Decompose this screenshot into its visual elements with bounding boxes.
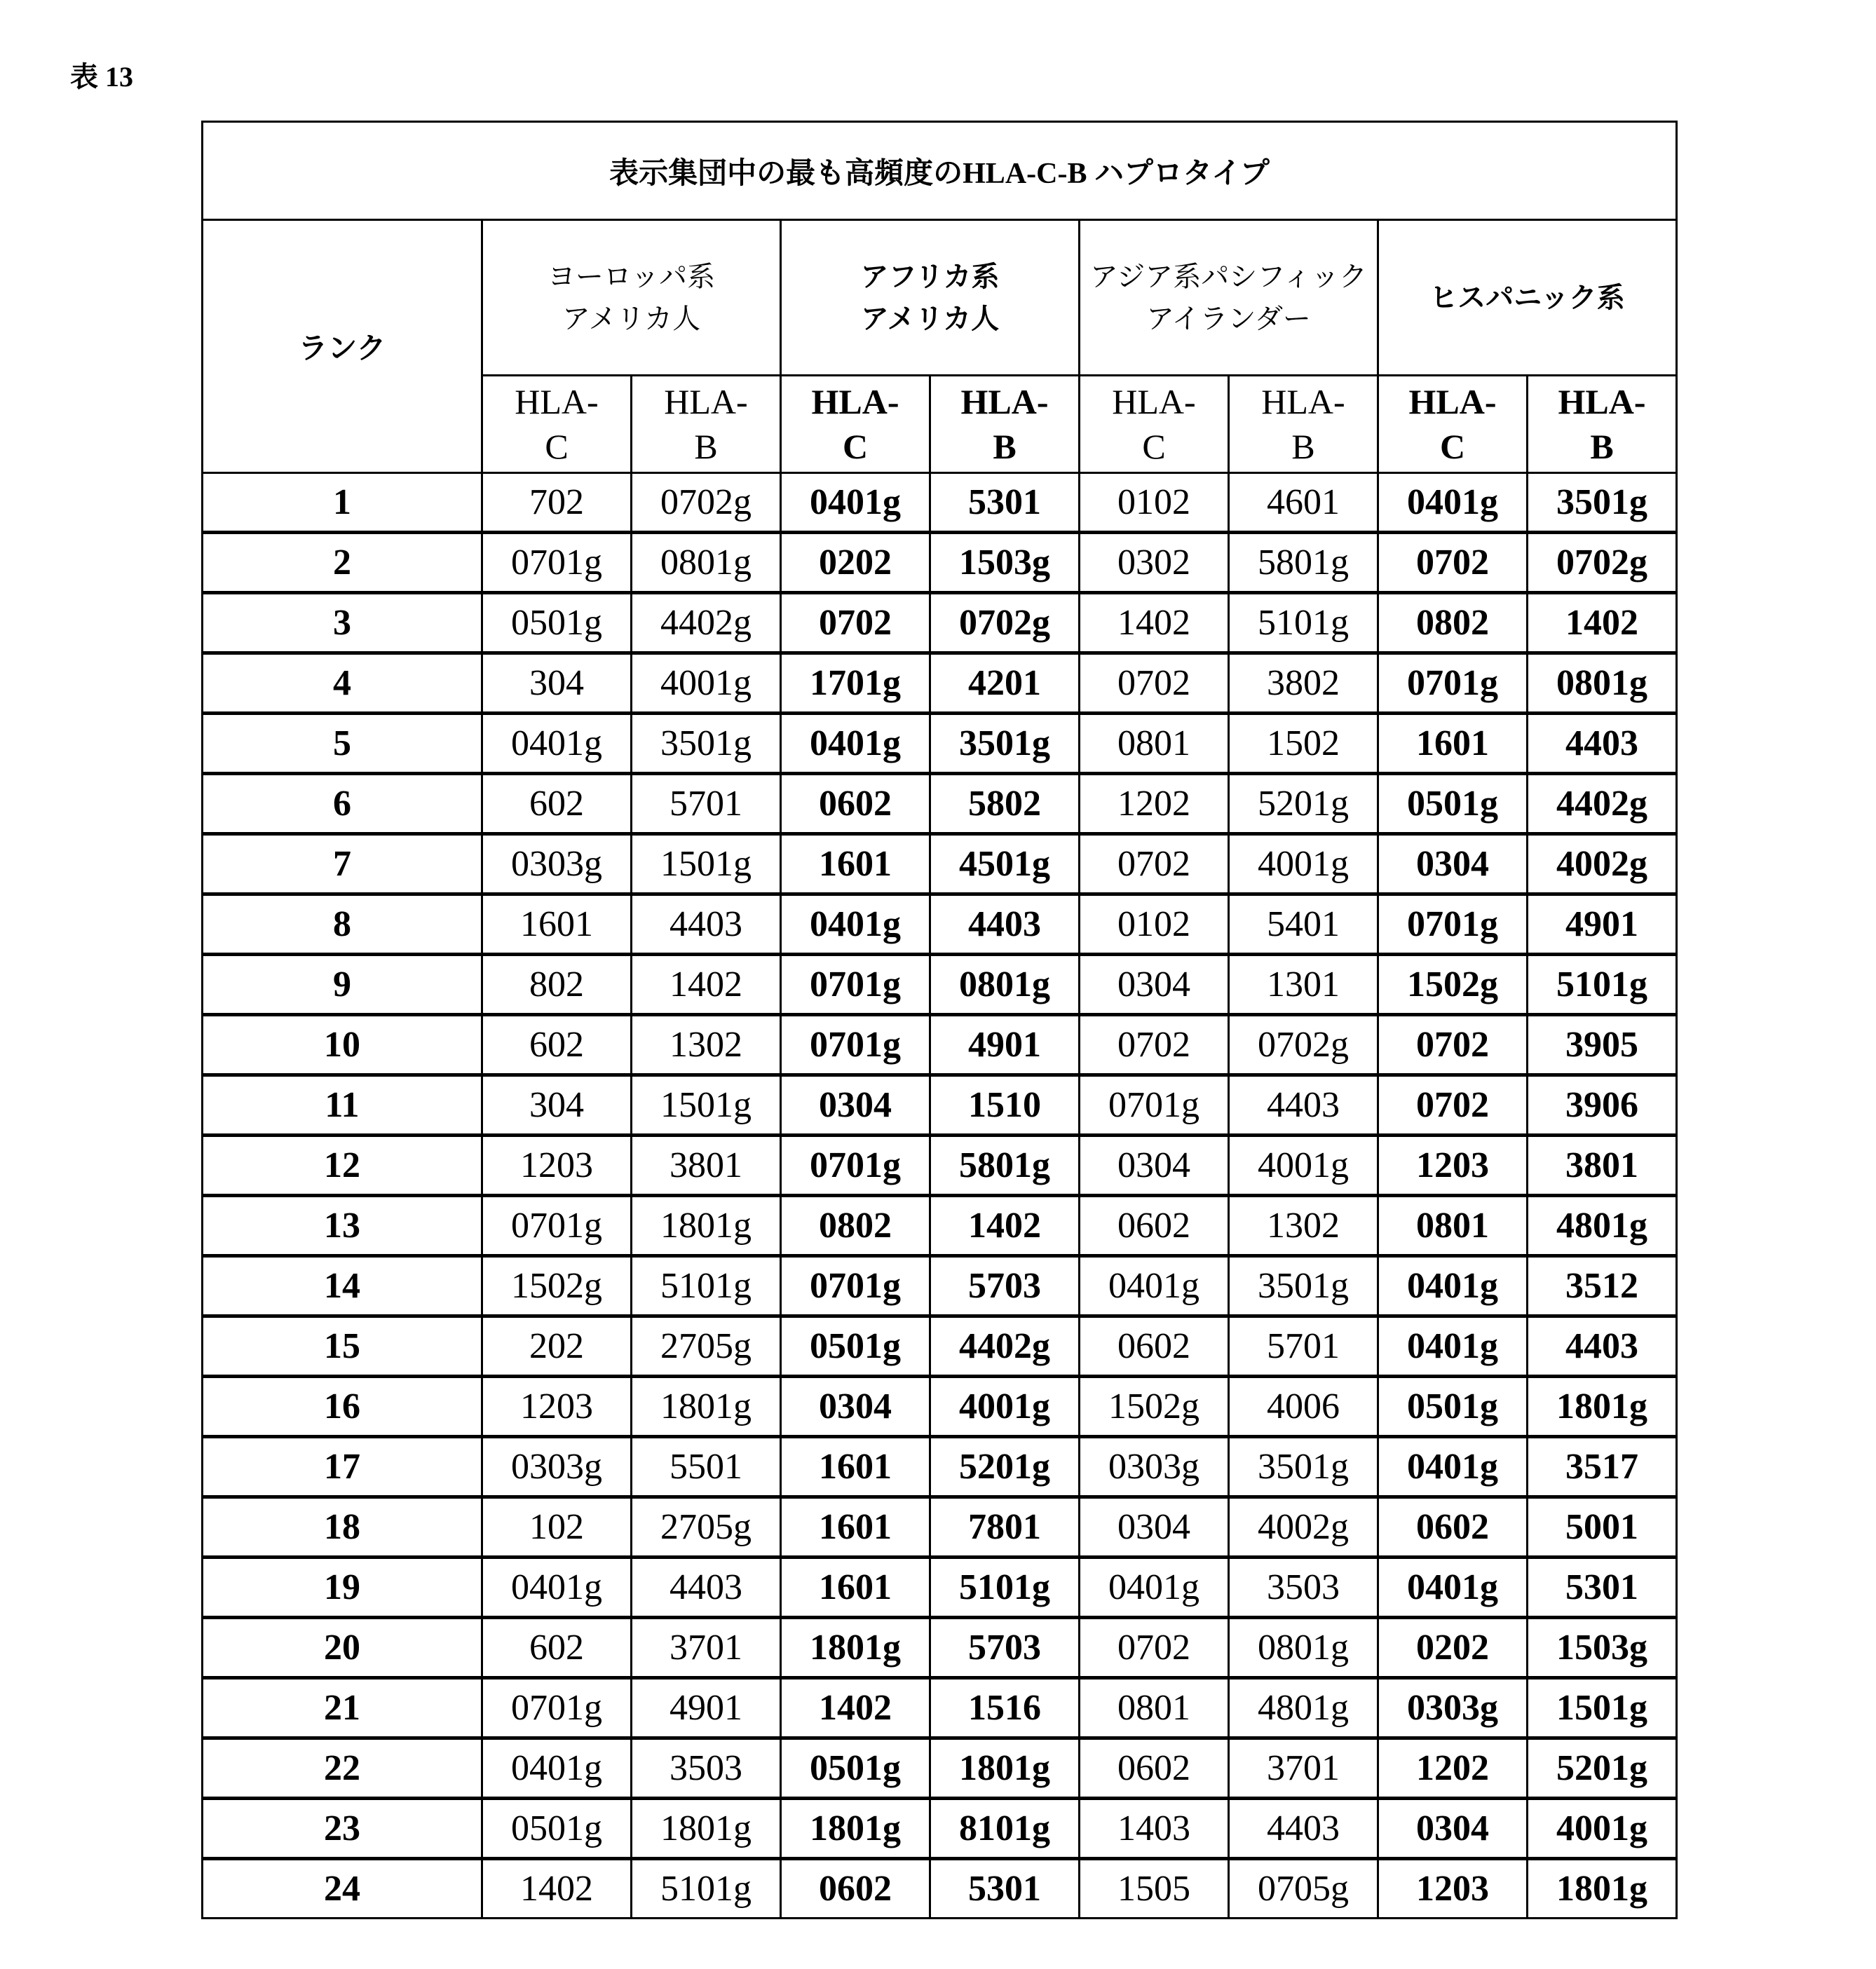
allele-cell: 0401g — [1378, 1437, 1528, 1497]
allele-cell: 1402 — [1528, 593, 1677, 653]
allele-cell: 0401g — [1378, 1256, 1528, 1316]
table-row — [203, 1256, 1677, 1316]
table-row — [203, 593, 1677, 653]
allele-cell: 5101g — [1229, 593, 1378, 653]
allele-cell: 1402 — [781, 1678, 930, 1738]
allele-cell: 0702g — [1229, 1015, 1378, 1075]
allele-cell: 602 — [482, 1015, 632, 1075]
subheader-line1: HLA- — [1261, 382, 1345, 421]
allele-cell: 1801g — [930, 1738, 1080, 1799]
allele-cell: 304 — [482, 1075, 632, 1136]
table-row — [203, 1136, 1677, 1196]
allele-cell: 0701g — [781, 955, 930, 1015]
group-line2: アメリカ人 — [562, 302, 701, 334]
table-row — [203, 1377, 1677, 1437]
table-row — [203, 714, 1677, 774]
subheader-hla-b — [1528, 376, 1677, 473]
allele-cell: 4403 — [930, 894, 1080, 955]
allele-cell: 0801 — [1378, 1196, 1528, 1256]
allele-cell: 4501g — [930, 834, 1080, 894]
allele-cell: 4801g — [1229, 1678, 1378, 1738]
subheader-hla-c — [1378, 376, 1528, 473]
allele-cell: 4402g — [1528, 774, 1677, 834]
table-row — [203, 1015, 1677, 1075]
table-row — [203, 1075, 1677, 1136]
table-row — [203, 1799, 1677, 1859]
rank-cell: 3 — [203, 593, 482, 653]
subheader-line1: HLA- — [1112, 382, 1196, 421]
allele-cell: 4403 — [1229, 1075, 1378, 1136]
allele-cell: 0401g — [1080, 1256, 1229, 1316]
allele-cell: 3503 — [632, 1738, 781, 1799]
group-header-african-american — [781, 220, 1080, 376]
allele-cell: 3701 — [1229, 1738, 1378, 1799]
subheader-line1: HLA- — [960, 382, 1049, 421]
table-row — [203, 653, 1677, 714]
allele-cell: 0401g — [482, 714, 632, 774]
subheader-line1: HLA- — [515, 382, 599, 421]
allele-cell: 0701g — [781, 1256, 930, 1316]
allele-cell: 1203 — [482, 1377, 632, 1437]
allele-cell: 1503g — [930, 533, 1080, 593]
allele-cell: 5201g — [1528, 1738, 1677, 1799]
group-line2: アイランダー — [1146, 302, 1311, 334]
allele-cell: 5703 — [930, 1256, 1080, 1316]
rank-cell: 10 — [203, 1015, 482, 1075]
allele-cell: 0501g — [482, 593, 632, 653]
allele-cell: 0801g — [632, 533, 781, 593]
table-row — [203, 1196, 1677, 1256]
allele-cell: 5201g — [1229, 774, 1378, 834]
table-row — [203, 894, 1677, 955]
allele-cell: 0304 — [1378, 1799, 1528, 1859]
table-title: 表示集団中の最も高頻度のHLA-C-B ハプロタイプ — [203, 122, 1677, 220]
subheader-line2: B — [1590, 427, 1614, 466]
allele-cell: 5101g — [632, 1256, 781, 1316]
allele-cell: 304 — [482, 653, 632, 714]
allele-cell: 0801g — [1528, 653, 1677, 714]
allele-cell: 0303g — [1080, 1437, 1229, 1497]
allele-cell: 5802 — [930, 774, 1080, 834]
allele-cell: 5101g — [930, 1558, 1080, 1618]
table-row — [203, 955, 1677, 1015]
allele-cell: 5801g — [930, 1136, 1080, 1196]
subheader-line2: B — [993, 427, 1017, 466]
table-row — [203, 1738, 1677, 1799]
table-row — [203, 1678, 1677, 1738]
allele-cell: 0702g — [930, 593, 1080, 653]
allele-cell: 1516 — [930, 1678, 1080, 1738]
allele-cell: 0602 — [1378, 1497, 1528, 1558]
allele-cell: 1601 — [781, 1497, 930, 1558]
allele-cell: 5501 — [632, 1437, 781, 1497]
allele-cell: 5401 — [1229, 894, 1378, 955]
allele-cell: 0304 — [1080, 1497, 1229, 1558]
rank-cell: 14 — [203, 1256, 482, 1316]
allele-cell: 0801 — [1080, 714, 1229, 774]
allele-cell: 0401g — [482, 1558, 632, 1618]
group-header-european-american — [482, 220, 781, 376]
allele-cell: 4001g — [1229, 1136, 1378, 1196]
group-header-asian-pacific-islander — [1080, 220, 1378, 376]
allele-cell: 0501g — [1378, 774, 1528, 834]
allele-cell: 0702 — [1080, 1618, 1229, 1678]
rank-cell: 4 — [203, 653, 482, 714]
rank-cell: 5 — [203, 714, 482, 774]
rank-cell: 17 — [203, 1437, 482, 1497]
allele-cell: 4402g — [632, 593, 781, 653]
allele-cell: 0602 — [1080, 1196, 1229, 1256]
allele-cell: 0802 — [1378, 593, 1528, 653]
rank-cell: 18 — [203, 1497, 482, 1558]
subheader-line2: B — [1291, 427, 1315, 466]
allele-cell: 1203 — [1378, 1136, 1528, 1196]
allele-cell: 1801g — [632, 1196, 781, 1256]
allele-cell: 0801g — [930, 955, 1080, 1015]
allele-cell: 0702 — [1080, 834, 1229, 894]
allele-cell: 4001g — [1229, 834, 1378, 894]
allele-cell: 4403 — [632, 894, 781, 955]
allele-cell: 0401g — [781, 894, 930, 955]
allele-cell: 102 — [482, 1497, 632, 1558]
rank-cell: 9 — [203, 955, 482, 1015]
rank-cell: 13 — [203, 1196, 482, 1256]
allele-cell: 5703 — [930, 1618, 1080, 1678]
allele-cell: 3501g — [1229, 1437, 1378, 1497]
allele-cell: 4001g — [930, 1377, 1080, 1437]
allele-cell: 702 — [482, 473, 632, 533]
allele-cell: 0701g — [482, 1678, 632, 1738]
rank-cell: 7 — [203, 834, 482, 894]
allele-cell: 602 — [482, 1618, 632, 1678]
table-row — [203, 1497, 1677, 1558]
allele-cell: 1505 — [1080, 1859, 1229, 1919]
allele-cell: 0701g — [1378, 894, 1528, 955]
table-row — [203, 1618, 1677, 1678]
subheader-line2: B — [694, 427, 718, 466]
allele-cell: 0702g — [1528, 533, 1677, 593]
allele-cell: 4403 — [1229, 1799, 1378, 1859]
allele-cell: 2705g — [632, 1316, 781, 1377]
allele-cell: 8101g — [930, 1799, 1080, 1859]
allele-cell: 1402 — [632, 955, 781, 1015]
allele-cell: 5301 — [930, 473, 1080, 533]
allele-cell: 1601 — [781, 1437, 930, 1497]
rank-cell: 12 — [203, 1136, 482, 1196]
allele-cell: 3512 — [1528, 1256, 1677, 1316]
allele-cell: 1302 — [632, 1015, 781, 1075]
rank-cell: 23 — [203, 1799, 482, 1859]
allele-cell: 0501g — [781, 1738, 930, 1799]
allele-cell: 3801 — [632, 1136, 781, 1196]
allele-cell: 202 — [482, 1316, 632, 1377]
allele-cell: 1801g — [781, 1799, 930, 1859]
allele-cell: 0701g — [1080, 1075, 1229, 1136]
allele-cell: 4901 — [930, 1015, 1080, 1075]
allele-cell: 3503 — [1229, 1558, 1378, 1618]
allele-cell: 5301 — [1528, 1558, 1677, 1618]
allele-cell: 0702 — [1080, 1015, 1229, 1075]
allele-cell: 0303g — [482, 834, 632, 894]
rank-cell: 8 — [203, 894, 482, 955]
allele-cell: 1601 — [781, 1558, 930, 1618]
allele-cell: 4403 — [1528, 1316, 1677, 1377]
allele-cell: 1601 — [1378, 714, 1528, 774]
allele-cell: 0501g — [781, 1316, 930, 1377]
subheader-line2: C — [545, 427, 569, 466]
allele-cell: 1502g — [1080, 1377, 1229, 1437]
rank-cell: 19 — [203, 1558, 482, 1618]
allele-cell: 0304 — [781, 1377, 930, 1437]
subheader-hla-b — [1229, 376, 1378, 473]
subheader-line1: HLA- — [664, 382, 748, 421]
allele-cell: 0102 — [1080, 894, 1229, 955]
allele-cell: 4001g — [632, 653, 781, 714]
allele-cell: 1510 — [930, 1075, 1080, 1136]
allele-cell: 0304 — [1080, 1136, 1229, 1196]
allele-cell: 1301 — [1229, 955, 1378, 1015]
allele-cell: 0801 — [1080, 1678, 1229, 1738]
allele-cell: 0702 — [781, 593, 930, 653]
allele-cell: 1203 — [1378, 1859, 1528, 1919]
allele-cell: 0401g — [1080, 1558, 1229, 1618]
allele-cell: 0202 — [781, 533, 930, 593]
table-row — [203, 1859, 1677, 1919]
allele-cell: 1202 — [1378, 1738, 1528, 1799]
allele-cell: 0602 — [781, 774, 930, 834]
group-line1: ヒスパニック系 — [1429, 281, 1625, 313]
allele-cell: 1801g — [632, 1377, 781, 1437]
table-row — [203, 1437, 1677, 1497]
allele-cell: 1502g — [1378, 955, 1528, 1015]
allele-cell: 0401g — [781, 473, 930, 533]
allele-cell: 3501g — [632, 714, 781, 774]
allele-cell: 0501g — [1378, 1377, 1528, 1437]
subheader-line2: C — [842, 427, 869, 466]
allele-cell: 0602 — [781, 1859, 930, 1919]
rank-cell: 1 — [203, 473, 482, 533]
allele-cell: 0401g — [1378, 473, 1528, 533]
allele-cell: 3701 — [632, 1618, 781, 1678]
allele-cell: 0303g — [482, 1437, 632, 1497]
allele-cell: 1502 — [1229, 714, 1378, 774]
allele-cell: 7801 — [930, 1497, 1080, 1558]
allele-cell: 0401g — [1378, 1558, 1528, 1618]
allele-cell: 4801g — [1528, 1196, 1677, 1256]
allele-cell: 0401g — [1378, 1316, 1528, 1377]
allele-cell: 5101g — [632, 1859, 781, 1919]
allele-cell: 0702 — [1378, 1015, 1528, 1075]
group-line1: アフリカ系 — [860, 260, 1000, 292]
allele-cell: 1801g — [1528, 1377, 1677, 1437]
rank-cell: 24 — [203, 1859, 482, 1919]
group-line1: ヨーロッパ系 — [547, 260, 716, 292]
allele-cell: 4403 — [1528, 714, 1677, 774]
allele-cell: 5801g — [1229, 533, 1378, 593]
allele-cell: 0202 — [1378, 1618, 1528, 1678]
rank-column-header: ランク — [203, 220, 482, 473]
subheader-line2: C — [1142, 427, 1166, 466]
table-row — [203, 774, 1677, 834]
allele-cell: 4201 — [930, 653, 1080, 714]
allele-cell: 3501g — [930, 714, 1080, 774]
allele-cell: 2705g — [632, 1497, 781, 1558]
table-number-label: 表 13 — [70, 61, 133, 93]
allele-cell: 1801g — [781, 1618, 930, 1678]
allele-cell: 0701g — [781, 1015, 930, 1075]
table-row — [203, 1316, 1677, 1377]
allele-cell: 1202 — [1080, 774, 1229, 834]
subheader-hla-c — [1080, 376, 1229, 473]
allele-cell: 3501g — [1528, 473, 1677, 533]
allele-cell: 0702 — [1378, 533, 1528, 593]
allele-cell: 1501g — [1528, 1678, 1677, 1738]
allele-cell: 1801g — [632, 1799, 781, 1859]
allele-cell: 0602 — [1080, 1738, 1229, 1799]
allele-cell: 4901 — [632, 1678, 781, 1738]
allele-cell: 602 — [482, 774, 632, 834]
allele-cell: 0102 — [1080, 473, 1229, 533]
allele-cell: 0401g — [482, 1738, 632, 1799]
hla-haplotype-table — [201, 121, 1678, 1919]
allele-cell: 0702 — [1080, 653, 1229, 714]
subheader-hla-b — [632, 376, 781, 473]
allele-cell: 5101g — [1528, 955, 1677, 1015]
allele-cell: 4002g — [1229, 1497, 1378, 1558]
allele-cell: 4006 — [1229, 1377, 1378, 1437]
allele-cell: 5301 — [930, 1859, 1080, 1919]
allele-cell: 802 — [482, 955, 632, 1015]
group-line2: アメリカ人 — [860, 302, 1000, 334]
allele-cell: 0303g — [1378, 1678, 1528, 1738]
allele-cell: 5201g — [930, 1437, 1080, 1497]
allele-cell: 1701g — [781, 653, 930, 714]
allele-cell: 3501g — [1229, 1256, 1378, 1316]
allele-cell: 0705g — [1229, 1859, 1378, 1919]
subheader-hla-c — [482, 376, 632, 473]
allele-cell: 1402 — [930, 1196, 1080, 1256]
allele-cell: 0302 — [1080, 533, 1229, 593]
allele-cell: 4403 — [632, 1558, 781, 1618]
subheader-line1: HLA- — [1408, 382, 1497, 421]
allele-cell: 0602 — [1080, 1316, 1229, 1377]
table-row — [203, 834, 1677, 894]
allele-cell: 0702g — [632, 473, 781, 533]
allele-cell: 0304 — [781, 1075, 930, 1136]
allele-cell: 0701g — [482, 1196, 632, 1256]
allele-cell: 4901 — [1528, 894, 1677, 955]
subheader-line2: C — [1439, 427, 1466, 466]
rank-cell: 20 — [203, 1618, 482, 1678]
allele-cell: 3801 — [1528, 1136, 1677, 1196]
allele-cell: 0401g — [781, 714, 930, 774]
allele-cell: 1601 — [482, 894, 632, 955]
allele-cell: 1203 — [482, 1136, 632, 1196]
rank-cell: 16 — [203, 1377, 482, 1437]
allele-cell: 1503g — [1528, 1618, 1677, 1678]
allele-cell: 0701g — [482, 533, 632, 593]
allele-cell: 1501g — [632, 834, 781, 894]
table-row — [203, 533, 1677, 593]
rank-cell: 21 — [203, 1678, 482, 1738]
allele-cell: 1302 — [1229, 1196, 1378, 1256]
allele-cell: 4001g — [1528, 1799, 1677, 1859]
rank-cell: 11 — [203, 1075, 482, 1136]
allele-cell: 0702 — [1378, 1075, 1528, 1136]
allele-cell: 1403 — [1080, 1799, 1229, 1859]
allele-cell: 0701g — [781, 1136, 930, 1196]
rank-cell: 6 — [203, 774, 482, 834]
allele-cell: 0801g — [1229, 1618, 1378, 1678]
table-row — [203, 1558, 1677, 1618]
allele-cell: 5701 — [632, 774, 781, 834]
allele-cell: 0701g — [1378, 653, 1528, 714]
subheader-hla-c — [781, 376, 930, 473]
allele-cell: 1402 — [482, 1859, 632, 1919]
group-header-hispanic — [1378, 220, 1677, 376]
allele-cell: 1501g — [632, 1075, 781, 1136]
allele-cell: 5701 — [1229, 1316, 1378, 1377]
allele-cell: 5001 — [1528, 1497, 1677, 1558]
rank-cell: 2 — [203, 533, 482, 593]
rank-cell: 15 — [203, 1316, 482, 1377]
allele-cell: 3802 — [1229, 653, 1378, 714]
allele-cell: 3517 — [1528, 1437, 1677, 1497]
subheader-line1: HLA- — [1558, 382, 1646, 421]
allele-cell: 1801g — [1528, 1859, 1677, 1919]
allele-cell: 4402g — [930, 1316, 1080, 1377]
allele-cell: 3905 — [1528, 1015, 1677, 1075]
allele-cell: 1601 — [781, 834, 930, 894]
allele-cell: 3906 — [1528, 1075, 1677, 1136]
allele-cell: 4601 — [1229, 473, 1378, 533]
table-row — [203, 473, 1677, 533]
allele-cell: 0304 — [1080, 955, 1229, 1015]
allele-cell: 0802 — [781, 1196, 930, 1256]
rank-cell: 22 — [203, 1738, 482, 1799]
allele-cell: 0501g — [482, 1799, 632, 1859]
allele-cell: 4002g — [1528, 834, 1677, 894]
allele-cell: 1502g — [482, 1256, 632, 1316]
allele-cell: 0304 — [1378, 834, 1528, 894]
subheader-hla-b — [930, 376, 1080, 473]
allele-cell: 1402 — [1080, 593, 1229, 653]
subheader-line1: HLA- — [811, 382, 899, 421]
group-line1: アジア系パシフィック — [1089, 260, 1368, 292]
